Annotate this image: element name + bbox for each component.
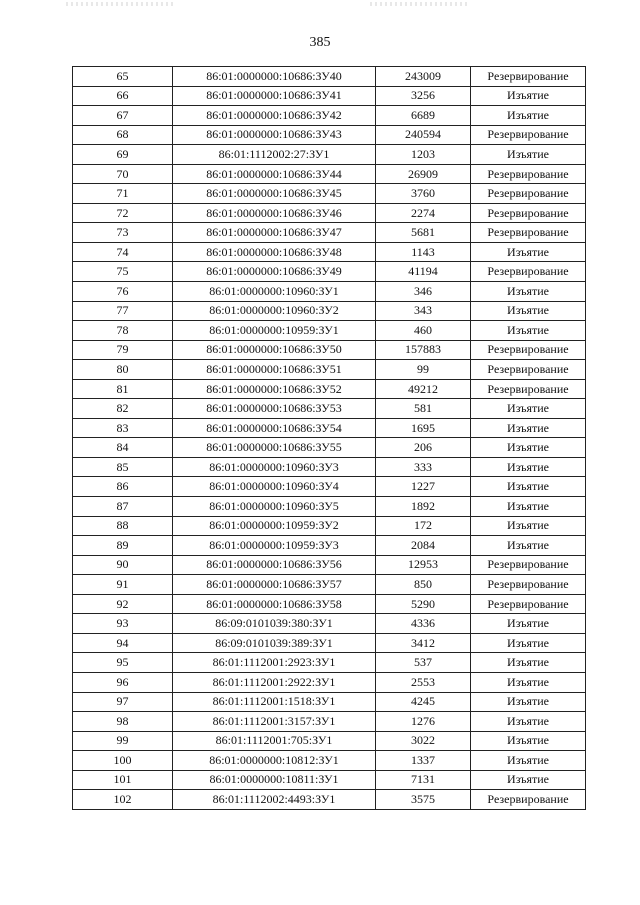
action-cell: Изъятие (471, 438, 586, 458)
row-number-cell: 96 (73, 672, 173, 692)
table-row (73, 614, 586, 634)
table-row (73, 633, 586, 653)
area-cell: 343 (376, 301, 471, 321)
table-row (73, 731, 586, 751)
table-row (73, 516, 586, 536)
scan-artifact-left (66, 2, 176, 6)
cadastral-number-cell: 86:01:0000000:10960:ЗУ5 (173, 497, 376, 517)
area-cell: 5290 (376, 594, 471, 614)
cadastral-number-cell: 86:01:0000000:10960:ЗУ4 (173, 477, 376, 497)
cadastral-number-cell: 86:01:0000000:10811:ЗУ1 (173, 770, 376, 790)
action-cell: Изъятие (471, 242, 586, 262)
table-row (73, 203, 586, 223)
action-cell: Изъятие (471, 770, 586, 790)
cadastral-number-cell: 86:09:0101039:380:ЗУ1 (173, 614, 376, 634)
area-cell: 99 (376, 360, 471, 380)
area-cell: 157883 (376, 340, 471, 360)
row-number-cell: 90 (73, 555, 173, 575)
page-number: 385 (309, 35, 331, 50)
cadastral-number-cell: 86:01:0000000:10686:ЗУ43 (173, 125, 376, 145)
cadastral-number-cell: 86:01:1112001:3157:ЗУ1 (173, 712, 376, 732)
row-number-cell: 77 (73, 301, 173, 321)
row-number-cell: 65 (73, 67, 173, 87)
table-row (73, 86, 586, 106)
row-number-cell: 79 (73, 340, 173, 360)
table-row (73, 536, 586, 556)
area-cell: 581 (376, 399, 471, 419)
row-number-cell: 102 (73, 790, 173, 810)
row-number-cell: 101 (73, 770, 173, 790)
action-cell: Резервирование (471, 67, 586, 87)
table-row (73, 418, 586, 438)
area-cell: 2084 (376, 536, 471, 556)
action-cell: Изъятие (471, 457, 586, 477)
table-row (73, 770, 586, 790)
area-cell: 1227 (376, 477, 471, 497)
cadastral-number-cell: 86:01:0000000:10960:ЗУ1 (173, 282, 376, 302)
area-cell: 1892 (376, 497, 471, 517)
action-cell: Резервирование (471, 555, 586, 575)
cadastral-number-cell: 86:01:0000000:10686:ЗУ58 (173, 594, 376, 614)
action-cell: Изъятие (471, 106, 586, 126)
cadastral-number-cell: 86:01:0000000:10959:ЗУ3 (173, 536, 376, 556)
action-cell: Резервирование (471, 594, 586, 614)
row-number-cell: 66 (73, 86, 173, 106)
row-number-cell: 80 (73, 360, 173, 380)
row-number-cell: 99 (73, 731, 173, 751)
area-cell: 1143 (376, 242, 471, 262)
cadastral-number-cell: 86:01:0000000:10686:ЗУ55 (173, 438, 376, 458)
action-cell: Изъятие (471, 145, 586, 165)
cadastral-number-cell: 86:01:0000000:10686:ЗУ51 (173, 360, 376, 380)
action-cell: Изъятие (471, 614, 586, 634)
cadastral-number-cell: 86:01:0000000:10686:ЗУ54 (173, 418, 376, 438)
action-cell: Изъятие (471, 692, 586, 712)
action-cell: Изъятие (471, 477, 586, 497)
area-cell: 7131 (376, 770, 471, 790)
row-number-cell: 82 (73, 399, 173, 419)
cadastral-number-cell: 86:01:0000000:10959:ЗУ2 (173, 516, 376, 536)
table-row (73, 653, 586, 673)
area-cell: 5681 (376, 223, 471, 243)
cadastral-number-cell: 86:01:0000000:10686:ЗУ40 (173, 67, 376, 87)
area-cell: 4336 (376, 614, 471, 634)
table-row (73, 184, 586, 204)
row-number-cell: 84 (73, 438, 173, 458)
row-number-cell: 92 (73, 594, 173, 614)
table-row (73, 692, 586, 712)
action-cell: Изъятие (471, 399, 586, 419)
area-cell: 49212 (376, 379, 471, 399)
table-row (73, 672, 586, 692)
table-row (73, 106, 586, 126)
action-cell: Изъятие (471, 536, 586, 556)
table-row (73, 712, 586, 732)
table-row (73, 67, 586, 87)
row-number-cell: 85 (73, 457, 173, 477)
row-number-cell: 91 (73, 575, 173, 595)
cadastral-number-cell: 86:01:0000000:10686:ЗУ50 (173, 340, 376, 360)
row-number-cell: 74 (73, 242, 173, 262)
table-row (73, 360, 586, 380)
table-row (73, 497, 586, 517)
row-number-cell: 69 (73, 145, 173, 165)
row-number-cell: 97 (73, 692, 173, 712)
area-cell: 537 (376, 653, 471, 673)
row-number-cell: 73 (73, 223, 173, 243)
cadastral-number-cell: 86:01:1112001:1518:ЗУ1 (173, 692, 376, 712)
area-cell: 12953 (376, 555, 471, 575)
table-row (73, 555, 586, 575)
area-cell: 346 (376, 282, 471, 302)
cadastral-number-cell: 86:01:0000000:10686:ЗУ44 (173, 164, 376, 184)
cadastral-number-cell: 86:01:1112001:2923:ЗУ1 (173, 653, 376, 673)
area-cell: 2274 (376, 203, 471, 223)
action-cell: Изъятие (471, 672, 586, 692)
cadastral-number-cell: 86:01:0000000:10812:ЗУ1 (173, 751, 376, 771)
action-cell: Резервирование (471, 184, 586, 204)
action-cell: Изъятие (471, 282, 586, 302)
table-row (73, 125, 586, 145)
row-number-cell: 98 (73, 712, 173, 732)
cadastral-number-cell: 86:01:1112002:27:ЗУ1 (173, 145, 376, 165)
row-number-cell: 75 (73, 262, 173, 282)
cadastral-number-cell: 86:01:0000000:10686:ЗУ46 (173, 203, 376, 223)
area-cell: 243009 (376, 67, 471, 87)
row-number-cell: 72 (73, 203, 173, 223)
cadastral-number-cell: 86:01:0000000:10686:ЗУ42 (173, 106, 376, 126)
cadastral-number-cell: 86:01:0000000:10960:ЗУ3 (173, 457, 376, 477)
row-number-cell: 68 (73, 125, 173, 145)
area-cell: 3760 (376, 184, 471, 204)
row-number-cell: 95 (73, 653, 173, 673)
action-cell: Резервирование (471, 379, 586, 399)
area-cell: 1203 (376, 145, 471, 165)
cadastral-number-cell: 86:01:0000000:10686:ЗУ45 (173, 184, 376, 204)
area-cell: 1276 (376, 712, 471, 732)
table-body (73, 67, 586, 810)
area-cell: 206 (376, 438, 471, 458)
action-cell: Резервирование (471, 125, 586, 145)
action-cell: Изъятие (471, 86, 586, 106)
table-row (73, 145, 586, 165)
table-row (73, 321, 586, 341)
scan-artifact-right (370, 2, 470, 6)
area-cell: 3256 (376, 86, 471, 106)
cadastral-number-cell: 86:09:0101039:389:ЗУ1 (173, 633, 376, 653)
cadastral-number-cell: 86:01:1112001:705:ЗУ1 (173, 731, 376, 751)
area-cell: 3022 (376, 731, 471, 751)
table-row (73, 594, 586, 614)
action-cell: Резервирование (471, 203, 586, 223)
action-cell: Изъятие (471, 301, 586, 321)
area-cell: 26909 (376, 164, 471, 184)
cadastral-number-cell: 86:01:0000000:10686:ЗУ48 (173, 242, 376, 262)
row-number-cell: 67 (73, 106, 173, 126)
area-cell: 850 (376, 575, 471, 595)
area-cell: 6689 (376, 106, 471, 126)
table-row (73, 223, 586, 243)
action-cell: Резервирование (471, 223, 586, 243)
row-number-cell: 93 (73, 614, 173, 634)
row-number-cell: 87 (73, 497, 173, 517)
action-cell: Изъятие (471, 418, 586, 438)
row-number-cell: 71 (73, 184, 173, 204)
cadastral-number-cell: 86:01:0000000:10686:ЗУ56 (173, 555, 376, 575)
area-cell: 3575 (376, 790, 471, 810)
action-cell: Изъятие (471, 653, 586, 673)
cadastral-number-cell: 86:01:0000000:10686:ЗУ52 (173, 379, 376, 399)
table-row (73, 575, 586, 595)
area-cell: 460 (376, 321, 471, 341)
table-row (73, 340, 586, 360)
area-cell: 2553 (376, 672, 471, 692)
row-number-cell: 89 (73, 536, 173, 556)
row-number-cell: 81 (73, 379, 173, 399)
action-cell: Резервирование (471, 360, 586, 380)
cadastral-number-cell: 86:01:0000000:10960:ЗУ2 (173, 301, 376, 321)
action-cell: Изъятие (471, 751, 586, 771)
cadastral-number-cell: 86:01:0000000:10686:ЗУ49 (173, 262, 376, 282)
row-number-cell: 94 (73, 633, 173, 653)
area-cell: 240594 (376, 125, 471, 145)
row-number-cell: 76 (73, 282, 173, 302)
area-cell: 3412 (376, 633, 471, 653)
table-row (73, 790, 586, 810)
area-cell: 1337 (376, 751, 471, 771)
land-plots-table (72, 66, 586, 810)
action-cell: Резервирование (471, 164, 586, 184)
action-cell: Изъятие (471, 516, 586, 536)
action-cell: Изъятие (471, 497, 586, 517)
table-row (73, 457, 586, 477)
action-cell: Резервирование (471, 262, 586, 282)
table-row (73, 262, 586, 282)
row-number-cell: 86 (73, 477, 173, 497)
area-cell: 4245 (376, 692, 471, 712)
area-cell: 172 (376, 516, 471, 536)
action-cell: Изъятие (471, 712, 586, 732)
table-row (73, 477, 586, 497)
cadastral-number-cell: 86:01:0000000:10686:ЗУ53 (173, 399, 376, 419)
cadastral-number-cell: 86:01:0000000:10686:ЗУ47 (173, 223, 376, 243)
table-row (73, 242, 586, 262)
area-cell: 333 (376, 457, 471, 477)
table-row (73, 399, 586, 419)
table-row (73, 282, 586, 302)
table-row (73, 301, 586, 321)
action-cell: Изъятие (471, 633, 586, 653)
row-number-cell: 78 (73, 321, 173, 341)
table-row (73, 751, 586, 771)
action-cell: Изъятие (471, 321, 586, 341)
cadastral-number-cell: 86:01:1112002:4493:ЗУ1 (173, 790, 376, 810)
action-cell: Резервирование (471, 340, 586, 360)
cadastral-number-cell: 86:01:0000000:10959:ЗУ1 (173, 321, 376, 341)
cadastral-number-cell: 86:01:0000000:10686:ЗУ57 (173, 575, 376, 595)
row-number-cell: 100 (73, 751, 173, 771)
row-number-cell: 88 (73, 516, 173, 536)
cadastral-number-cell: 86:01:1112001:2922:ЗУ1 (173, 672, 376, 692)
table-row (73, 379, 586, 399)
action-cell: Изъятие (471, 731, 586, 751)
row-number-cell: 83 (73, 418, 173, 438)
action-cell: Резервирование (471, 790, 586, 810)
table-row (73, 164, 586, 184)
table-row (73, 438, 586, 458)
action-cell: Резервирование (471, 575, 586, 595)
row-number-cell: 70 (73, 164, 173, 184)
area-cell: 1695 (376, 418, 471, 438)
area-cell: 41194 (376, 262, 471, 282)
cadastral-number-cell: 86:01:0000000:10686:ЗУ41 (173, 86, 376, 106)
